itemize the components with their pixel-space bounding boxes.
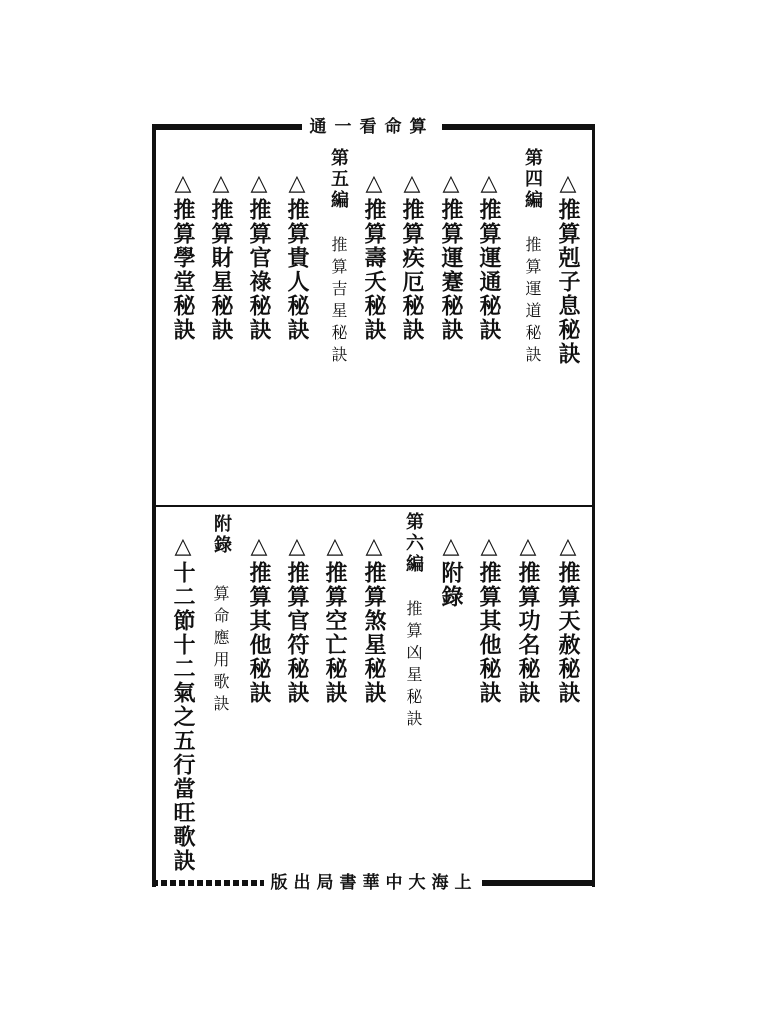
toc-entry: △推算功名秘訣	[515, 533, 541, 705]
toc-entry: △推算空亡秘訣	[322, 533, 348, 705]
section-6-subtitle: 推算凶星秘訣	[404, 600, 423, 732]
toc-entry: △推算剋子息秘訣	[555, 170, 581, 366]
publisher-footer: 版出局書華中大海上	[268, 870, 480, 896]
top-rule-right	[442, 124, 595, 130]
toc-entry: △推算運蹇秘訣	[438, 170, 464, 342]
section-4-subtitle: 推算運道秘訣	[523, 236, 542, 368]
middle-divider	[152, 505, 595, 507]
toc-entry: △推算官符秘訣	[284, 533, 310, 705]
section-4-heading: 第四編	[522, 148, 543, 211]
toc-entry: △推算財星秘訣	[208, 170, 234, 342]
bottom-rule-right	[482, 880, 595, 886]
section-6-heading: 第六編	[403, 512, 424, 575]
toc-entry: △推算貴人秘訣	[284, 170, 310, 342]
toc-entry: △推算運通秘訣	[476, 170, 502, 342]
toc-entry: △推算官祿秘訣	[246, 170, 272, 342]
toc-entry: △附錄	[438, 533, 464, 609]
toc-entry: △推算疾厄秘訣	[399, 170, 425, 342]
toc-entry: △推算煞星秘訣	[361, 533, 387, 705]
running-header: 通一看命算	[305, 114, 439, 140]
toc-entry: △推算天赦秘訣	[555, 533, 581, 705]
appendix-subtitle: 算命應用歌訣	[211, 585, 230, 717]
toc-entry: △十二節十二氣之五行當旺歌訣	[170, 533, 196, 873]
top-rule-left	[152, 124, 302, 130]
section-5-subtitle: 推算吉星秘訣	[329, 236, 348, 368]
toc-entry: △推算其他秘訣	[246, 533, 272, 705]
section-5-heading: 第五編	[328, 148, 349, 211]
toc-entry: △推算學堂秘訣	[170, 170, 196, 342]
toc-entry: △推算壽夭秘訣	[361, 170, 387, 342]
bottom-rule-left	[152, 880, 264, 886]
appendix-heading: 附錄	[211, 514, 232, 556]
toc-entry: △推算其他秘訣	[476, 533, 502, 705]
